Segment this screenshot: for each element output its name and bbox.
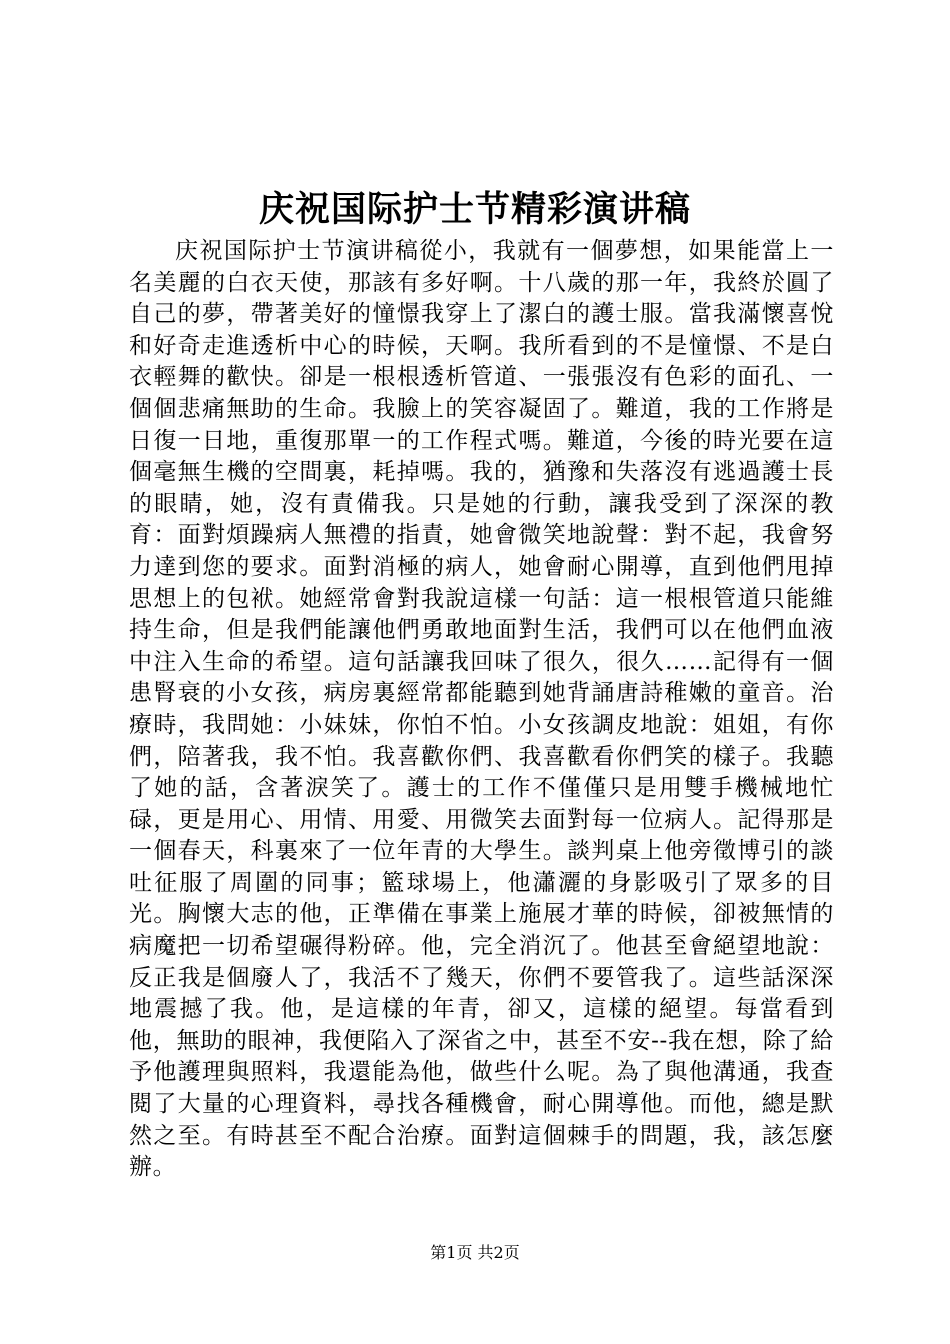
document-title: 庆祝国际护士节精彩演讲稿 — [258, 189, 691, 230]
speech-body-text: 庆祝国际护士节演讲稿從小，我就有一個夢想，如果能當上一名美麗的白衣天使，那該有多好啊。十八歲的那一年，我終於圓了自己的夢，帶著美好的憧憬我穿上了潔白的護士服。當我滿懷喜悅和好奇走進透析中心的時候，天啊。我所看到的不是憧憬、不是白衣輕舞的歡快。卻是一根根透析管道、一張張沒有色彩的面孔、一個個悲痛無助的生命。我臉上的笑容凝固了。難道，我的工作將是日復一日地，重復那單一的工作程式嗎。難道，今後的時光要在這個毫無生機的空間裏，耗掉嗎。我的，猶豫和失落沒有逃過護士長的眼睛，她，沒有責備我。只是她的行動，讓我受到了深深的教育：面對煩躁病人無禮的指責，她會微笑地說聲：對不起，我會努力達到您的要求。面對消極的病人，她會耐心開導，直到他們甩掉思想上的包袱。她經常會對我說這樣一句話：這一根根管道只能維持生命，但是我們能讓他們勇敢地面對生活，我們可以在他們血液中注入生命的希望。這句話讓我回味了很久，很久……記得有一個患腎衰的小女孩，病房裏經常都能聽到她背誦唐詩稚嫩的童音。治療時，我問她：小妹妹，你怕不怕。小女孩調皮地說：姐姐，有你們，陪著我，我不怕。我喜歡你們、我喜歡看你們笑的樣子。我聽了她的話，含著淚笑了。護士的工作不僅僅只是用雙手機械地忙碌，更是用心、用情、用愛、用微笑去面對每一位病人。記得那是一個春天，科裏來了一位年青的大學生。談判桌上他旁徵博引的談吐征服了周圍的同事；籃球場上，他瀟灑的身影吸引了眾多的目光。胸懷大志的他，正準備在事業上施展才華的時候，卻被無情的病魔把一切希望碾得粉碎。他，完全消沉了。他甚至會絕望地說：反正我是個廢人了，我活不了幾天，你們不要管我了。這些話深深地震撼了我。他，是這樣的年青，卻又，這樣的絕望。每當看到他，無助的眼神，我便陷入了深省之中，甚至不安--我在想，除了給予他護理與照料，我還能為他，做些什么呢。為了與他溝通，我查閱了大量的心理資料，尋找各種機會，耐心開導他。而他，總是默然之至。有時甚至不配合治療。面對這個棘手的問題，我，該怎麼辦。 — [129, 238, 834, 1181]
page-number-footer: 第1页 共2页 — [430, 1243, 520, 1262]
